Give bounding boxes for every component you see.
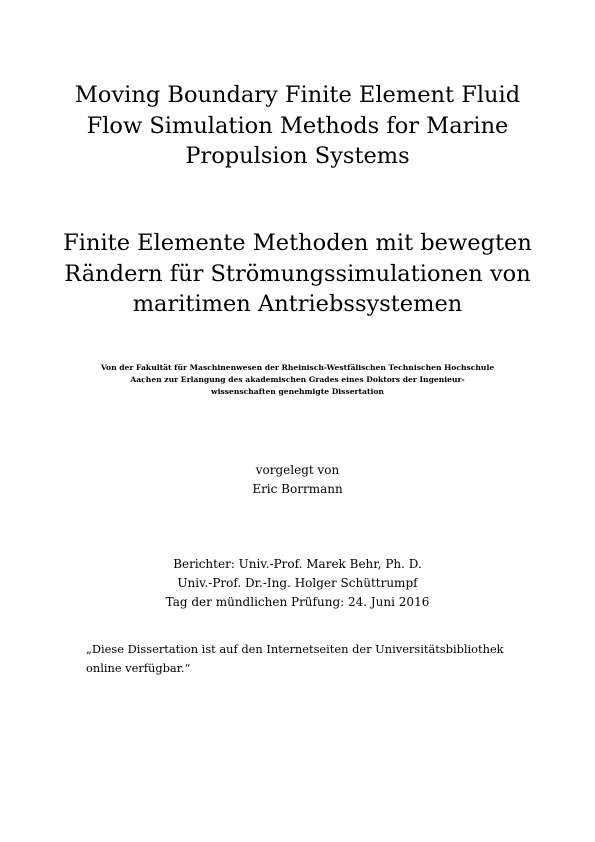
faculty-statement-line-3: wissenschaften genehmigte Dissertation — [211, 387, 384, 396]
submission-block — [100, 461, 495, 499]
author-name: Eric Borrmann — [252, 482, 343, 496]
faculty-statement — [95, 362, 500, 398]
availability-notice-line-2: online verfügbar.“ — [86, 661, 191, 675]
availability-notice-line-1: „Diese Dissertation ist auf den Internetseiten der Universitätsbibliothek — [86, 642, 504, 656]
english-title-line-2: Flow Simulation Methods for Marine — [86, 112, 509, 139]
examiner-line-1: Berichter: Univ.-Prof. Marek Behr, Ph. D. — [173, 557, 422, 571]
exam-date-line: Tag der mündlichen Prüfung: 24. Juni 2016 — [165, 595, 430, 609]
english-title-line-3: Propulsion Systems — [185, 143, 410, 169]
presented-by-label: vorgelegt von — [255, 463, 340, 477]
german-title-line-1: Finite Elemente Methoden mit bewegten — [63, 230, 532, 256]
german-title — [60, 228, 535, 320]
examiner-line-2: Univ.-Prof. Dr.-Ing. Holger Schüttrumpf — [177, 576, 418, 590]
faculty-statement-line-1: Von der Fakultät für Maschinenwesen der Rheinisch-Westfälischen Technischen Hochschule — [100, 363, 495, 372]
english-title — [60, 80, 535, 172]
examiners-block — [100, 555, 495, 612]
availability-notice — [86, 640, 526, 678]
faculty-statement-line-2: Aachen zur Erlangung des akademischen Grades eines Doktors der Ingenieur- — [130, 375, 465, 384]
german-title-line-2: Rändern für Strömungssimulationen von — [64, 260, 531, 287]
german-title-line-3: maritimen Antriebssystemen — [132, 291, 463, 317]
english-title-line-1: Moving Boundary Finite Element Fluid — [74, 82, 521, 108]
